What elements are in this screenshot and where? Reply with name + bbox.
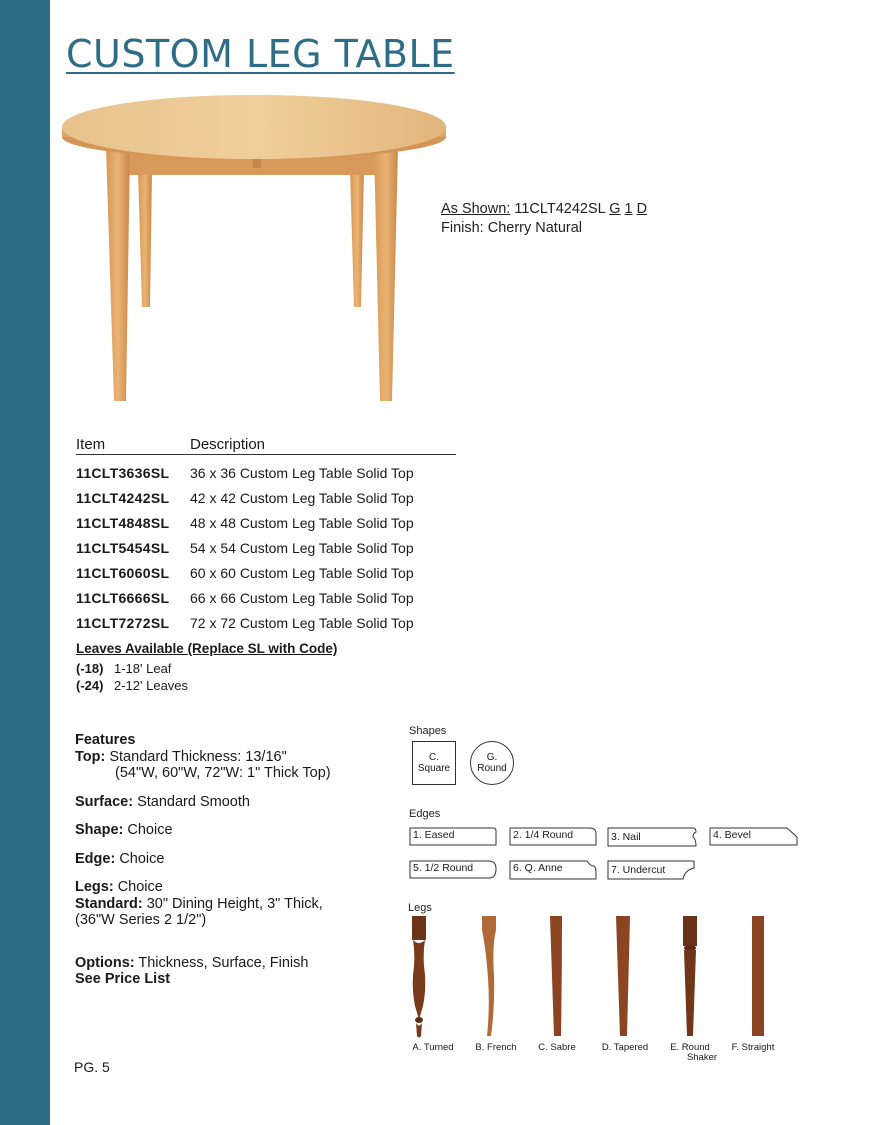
options-value: Thickness, Surface, Finish bbox=[138, 954, 309, 971]
leg-label-round: E. Round bbox=[670, 1042, 710, 1053]
item-desc: 72 x 72 Custom Leg Table Solid Top bbox=[190, 615, 414, 631]
edge-quarter-round bbox=[509, 827, 597, 846]
edge-bevel bbox=[709, 827, 798, 846]
shape-square bbox=[412, 741, 456, 785]
shape-value: Choice bbox=[127, 822, 173, 838]
item-code: 11CLT4242SL bbox=[76, 490, 170, 506]
top-note: (54"W, 60"W, 72"W: 1" Thick Top) bbox=[115, 765, 331, 781]
price-list-note: See Price List bbox=[75, 971, 171, 987]
leg-french-image bbox=[479, 916, 499, 1040]
table-row bbox=[76, 511, 456, 536]
shape-label: Shape: bbox=[75, 822, 124, 838]
shape-square-name: Square bbox=[417, 763, 451, 774]
leg-label-french: B. French bbox=[475, 1042, 517, 1053]
page-number: PG. 5 bbox=[74, 1059, 110, 1075]
edge-label-text: 5. 1/2 Round bbox=[413, 862, 474, 874]
item-code: 11CLT6060SL bbox=[76, 565, 170, 581]
leg-round-shaker-image bbox=[680, 916, 700, 1040]
item-desc: 42 x 42 Custom Leg Table Solid Top bbox=[190, 490, 414, 506]
leg-straight-image bbox=[748, 916, 768, 1040]
item-desc: 36 x 36 Custom Leg Table Solid Top bbox=[190, 465, 414, 481]
edge-eased bbox=[409, 827, 497, 846]
edge-value: Choice bbox=[119, 850, 165, 867]
leg-label-sabre: C. Sabre bbox=[538, 1042, 576, 1053]
as-shown-shape: G bbox=[609, 201, 621, 217]
edge-label-text: 2. 1/4 Round bbox=[513, 829, 574, 841]
edge-label: Edge: bbox=[75, 850, 116, 867]
item-desc: 60 x 60 Custom Leg Table Solid Top bbox=[190, 565, 414, 581]
leg-label-round-shaker bbox=[655, 1043, 725, 1063]
top-label: Top: bbox=[75, 748, 106, 765]
leg-sabre-image bbox=[546, 916, 566, 1040]
table-row bbox=[76, 536, 456, 561]
as-shown-leg: D bbox=[636, 201, 648, 217]
table-row bbox=[76, 561, 456, 586]
leaves-heading: Leaves Available (Replace SL with Code) bbox=[76, 641, 338, 656]
leg-label-shaker: Shaker bbox=[686, 1052, 718, 1063]
item-table-header bbox=[76, 436, 456, 455]
options-label: Options: bbox=[75, 954, 135, 971]
item-code: 11CLT3636SL bbox=[76, 465, 170, 481]
edge-label-text: 3. Nail bbox=[611, 831, 641, 843]
page-title: CUSTOM LEG TABLE bbox=[66, 32, 455, 76]
table-row bbox=[76, 486, 456, 511]
item-code: 11CLT6666SL bbox=[76, 590, 170, 606]
table-row bbox=[76, 461, 456, 486]
legs-label-heading: Legs bbox=[408, 902, 432, 914]
legs-value: Choice bbox=[117, 879, 163, 895]
leaf-desc: 1-18' Leaf bbox=[114, 660, 172, 676]
leaf-code: (-18) bbox=[76, 660, 104, 676]
surface-value: Standard Smooth bbox=[137, 793, 250, 810]
as-shown-code: 11CLT4242SL bbox=[514, 201, 606, 217]
leaves-section bbox=[76, 640, 337, 695]
item-code: 11CLT4848SL bbox=[76, 515, 170, 531]
shape-round bbox=[470, 741, 514, 785]
item-desc: 48 x 48 Custom Leg Table Solid Top bbox=[190, 515, 414, 531]
edges-label: Edges bbox=[409, 808, 441, 820]
edge-label-text: 4. Bevel bbox=[713, 829, 751, 841]
shape-round-name: Round bbox=[477, 763, 507, 774]
leg-label-turned: A. Turned bbox=[412, 1042, 454, 1053]
surface-label: Surface: bbox=[75, 793, 134, 810]
leg-turned-image bbox=[409, 916, 429, 1040]
sidebar-band bbox=[0, 0, 50, 1125]
standard-value: 30" Dining Height, 3" Thick, bbox=[146, 895, 323, 912]
leg-tapered-image bbox=[613, 916, 633, 1040]
as-shown-line bbox=[441, 200, 647, 219]
edge-half-round bbox=[409, 860, 497, 879]
leg-label-tapered: D. Tapered bbox=[601, 1042, 649, 1053]
as-shown-block bbox=[441, 200, 647, 238]
shape-round-letter: G. bbox=[486, 752, 498, 763]
top-value: Standard Thickness: 13/16" bbox=[109, 748, 287, 765]
col-item: Item bbox=[76, 436, 106, 453]
as-shown-label: As Shown: bbox=[441, 201, 511, 217]
edge-queen-anne bbox=[509, 860, 597, 879]
item-code: 11CLT5454SL bbox=[76, 540, 170, 556]
leaf-code: (-24) bbox=[76, 678, 104, 693]
features-heading: Features bbox=[75, 732, 136, 748]
edge-undercut bbox=[607, 860, 695, 879]
standard-note: (36"W Series 2 1/2") bbox=[75, 912, 207, 928]
item-code: 11CLT7272SL bbox=[76, 615, 170, 631]
edge-label-text: 1. Eased bbox=[413, 829, 455, 841]
edge-nail bbox=[607, 827, 697, 846]
table-row bbox=[76, 611, 456, 636]
as-shown-finish: Finish: Cherry Natural bbox=[441, 220, 583, 236]
shape-square-letter: C. bbox=[429, 752, 439, 763]
list-item bbox=[76, 677, 337, 695]
legs-label: Legs: bbox=[75, 879, 114, 895]
item-desc: 54 x 54 Custom Leg Table Solid Top bbox=[190, 540, 414, 556]
standard-label: Standard: bbox=[75, 895, 143, 912]
table-photo bbox=[58, 85, 450, 405]
edge-label-text: 6. Q. Anne bbox=[513, 862, 563, 874]
item-table bbox=[76, 436, 456, 636]
item-desc: 66 x 66 Custom Leg Table Solid Top bbox=[190, 590, 414, 606]
as-shown-edge: 1 bbox=[624, 201, 633, 217]
shapes-label: Shapes bbox=[409, 725, 447, 737]
leg-label-straight: F. Straight bbox=[731, 1042, 775, 1053]
table-row bbox=[76, 586, 456, 611]
col-description: Description bbox=[190, 436, 266, 453]
features-section bbox=[75, 732, 331, 988]
edge-label-text: 7. Undercut bbox=[611, 864, 666, 876]
leaf-desc: 2-12' Leaves bbox=[114, 678, 189, 693]
list-item bbox=[76, 660, 337, 678]
